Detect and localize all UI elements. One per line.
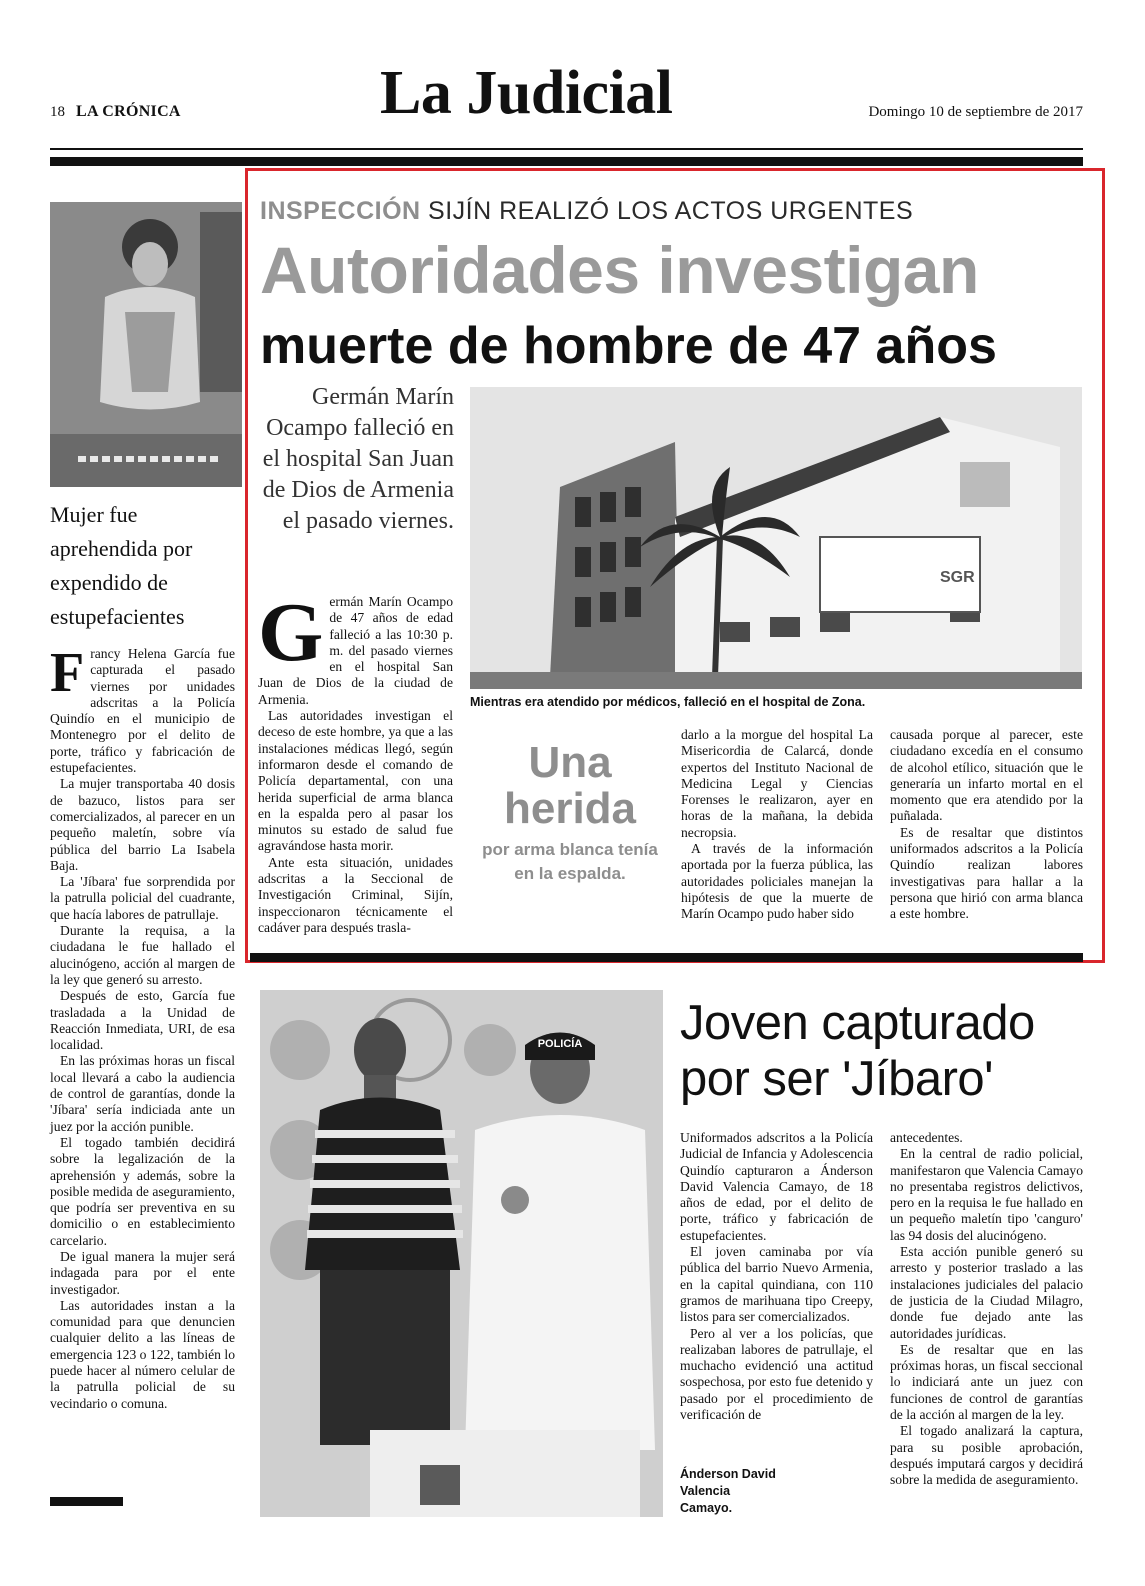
main-story-paragraph: causada porque al parecer, este ciudadano excedía en el consumo de alcohol etílico, situación que le generaría un infarto mortal en el momento que era atendido por la puñalada. xyxy=(890,727,1083,824)
pull-quote xyxy=(470,740,670,886)
photo-caption: Mientras era atendido por médicos, falleció en el hospital de Zona. xyxy=(470,695,866,709)
main-story-bottom-rule xyxy=(250,953,1083,962)
side-story-paragraph: En las próximas horas un fiscal local llevará a cabo la audiencia de control de garantías, donde la 'Jíbara' sería indiciada ante un juez por la acción punible. xyxy=(50,1053,235,1134)
bottom-story-paragraph: En la central de radio policial, manifestaron que Valencia Camayo no presentaba registros delictivos, pero en la requisa le fue hallado en un pequeño maletín tipo 'canguro' las 94 dosis del alucinógeno. xyxy=(890,1146,1083,1243)
side-story-paragraph: rancy Helena García fue capturada el pasado viernes por unidades adscritas a la Policía Quindío en el municipio de Montenegro por el delito de porte, tráfico y fabricación de estupefacientes. xyxy=(50,646,235,776)
headline-line1: Autoridades investigan xyxy=(260,233,979,307)
main-story-paragraph: Ante esta situación, unidades adscritas a la Seccional de Investigación Criminal, Sijín, inspeccionaron técnicamente el cadáver para después trasla- xyxy=(258,854,453,935)
bottom-story-paragraph: El togado analizará la captura, para su posible aprobación, después imputará cargos y decidirá sobre la medida de aseguramiento. xyxy=(890,1423,1083,1488)
bottom-story-paragraph: Esta acción punible generó su arresto y posterior traslado a las instalaciones judiciales del palacio de justicia de la Ciudad Milagro, donde fue dejado ante las autoridades jurídicas. xyxy=(890,1244,1083,1341)
main-story-col3 xyxy=(890,727,1083,923)
side-story-body xyxy=(50,642,235,1412)
side-story-paragraph: De igual manera la mujer será indagada para por el ente investigador. xyxy=(50,1248,235,1297)
bottom-story-paragraph: El joven caminaba por vía pública del barrio Nuevo Armenia, en la capital quindiana, con 110 gramos de marihuana tipo Creepy, listos para ser comercializados. xyxy=(680,1244,873,1325)
side-story-title: Mujer fue aprehendida por expendido de estupefacientes xyxy=(50,502,193,629)
pull-quote-big: Una herida xyxy=(503,738,637,833)
bottom-story-col1 xyxy=(680,1130,873,1423)
side-story-paragraph: Las autoridades instan a la comunidad para que denuncien cualquier delito a las líneas de emergencia 123 o 122, también lo puede hacer al número celular de la patrulla policial de su vecindario o comuna. xyxy=(50,1297,235,1411)
pull-quote-small: por arma blanca tenía en la espalda. xyxy=(482,840,658,883)
side-story-paragraph: La mujer transportaba 40 dosis de bazuco, listos para ser comercializados, al parecer en un pequeño maletín, sobre vía pública del barrio La Isabela Baja. xyxy=(50,776,235,873)
header-rule-thin xyxy=(50,148,1083,150)
main-story-paragraph: Las autoridades investigan el deceso de este hombre, ya que a las instalaciones médicas llegó, según informaron desde el comando de Policía departamental, con una herida superficial de arma blanca en la espalda pero al pasar los minutos su estado de salud fue agravándose hasta morir. xyxy=(258,708,453,854)
kicker-tag: INSPECCIÓN xyxy=(260,197,421,225)
arrest-illustration xyxy=(260,990,663,1517)
main-story-dropcap: G xyxy=(258,586,324,679)
hospital-photo xyxy=(470,387,1082,689)
arrest-photo xyxy=(260,990,663,1517)
bottom-story-paragraph: antecedentes. xyxy=(890,1130,963,1145)
police-cap-badge: POLICÍA xyxy=(537,1038,583,1050)
woman-figure-illustration xyxy=(50,202,242,487)
main-story-paragraph: A través de la información aportada por la fuerza pública, las autoridades policiales manejan la hipótesis de que la muerte de Marín Ocampo pudo haber sido xyxy=(681,841,873,922)
bottom-story-paragraph: Uniformados adscritos a la Policía Judicial de Infancia y Adolescencia Quindío capturaron a Ánderson David Valencia Camayo, de 18 años de edad, por el delito de porte, tráfico y fabricación de estupefacientes. xyxy=(680,1130,873,1243)
bottom-story-title: Joven capturado por ser 'Jíbaro' xyxy=(680,996,1035,1106)
bottom-story-paragraph: Es de resaltar que en las próximas horas, un fiscal seccional lo indiciará ante un juez con funciones de control de garantías de la acción al margen de la ley. xyxy=(890,1341,1083,1423)
main-story-col1 xyxy=(258,586,453,936)
main-story-paragraph: darlo a la morgue del hospital La Misericordia de Calarcá, donde expertos del Instituto Nacional de Medicina Legal y Ciencias Forenses le realizaron, ayer en horas de la mañana, la debida necropsia. xyxy=(681,727,873,840)
side-story-paragraph: La 'Jíbara' fue sorprendida por la patrulla policial del cuadrante, que hacía labores de patrullaje. xyxy=(50,874,235,922)
page-number: 18 xyxy=(50,104,65,120)
newspaper-name: LA CRÓNICA xyxy=(76,103,181,120)
side-story-photo xyxy=(50,202,242,487)
issue-date: Domingo 10 de septiembre de 2017 xyxy=(868,104,1083,120)
header-rule-thick xyxy=(50,157,1083,166)
side-story-dropcap: F xyxy=(50,642,85,704)
side-story-paragraph: Después de esto, García fue trasladada a la Unidad de Reacción Inmediata, URI, de esa localidad. xyxy=(50,988,235,1053)
side-story-paragraph: Durante la requisa, a la ciudadana le fue hallado el alucinógeno, acción al margen de la ley que generó su arresto. xyxy=(50,923,235,987)
hospital-building-illustration xyxy=(470,387,1082,689)
bottom-story-col2 xyxy=(890,1130,1083,1489)
side-story-paragraph: El togado también decidirá sobre la legalización de la aprehensión y además, sobre la posible medida de aseguramiento, que podría ser preventiva en su domicilio o en establecimiento carcelario. xyxy=(50,1134,235,1248)
main-story-paragraph: ermán Marín Ocampo de 47 años de edad falleció a las 10:30 p. m. del pasado viernes en el hospital San Juan de Dios de la ciudad de Armenia. xyxy=(258,594,453,707)
bottom-story-paragraph: Pero al ver a los policías, que realizaban labores de patrullaje, el muchacho evidenció una actitud sospechosa, por esto fue detenido y pasado por el procedimiento de verificación de xyxy=(680,1325,873,1423)
main-story-paragraph: Es de resaltar que distintos uniformados adscritos a la Policía Quindío realizan labores investigativas para hallar a la persona que hirió con arma blanca a este hombre. xyxy=(890,824,1083,922)
headline-line2: muerte de hombre de 47 años xyxy=(260,317,997,375)
story-deck: Germán Marín Ocampo falleció en el hospital San Juan de Dios de Armenia el pasado viernes. xyxy=(262,384,454,534)
bottom-photo-caption: Ánderson David Valencia Camayo. xyxy=(680,1467,776,1515)
side-story-end-rule xyxy=(50,1497,123,1506)
kicker-text: SIJÍN REALIZÓ LOS ACTOS URGENTES xyxy=(428,197,914,225)
section-title: La Judicial xyxy=(380,59,673,127)
main-story-col2 xyxy=(681,727,873,923)
banner-text: SGR xyxy=(940,569,975,586)
kicker xyxy=(260,197,913,226)
